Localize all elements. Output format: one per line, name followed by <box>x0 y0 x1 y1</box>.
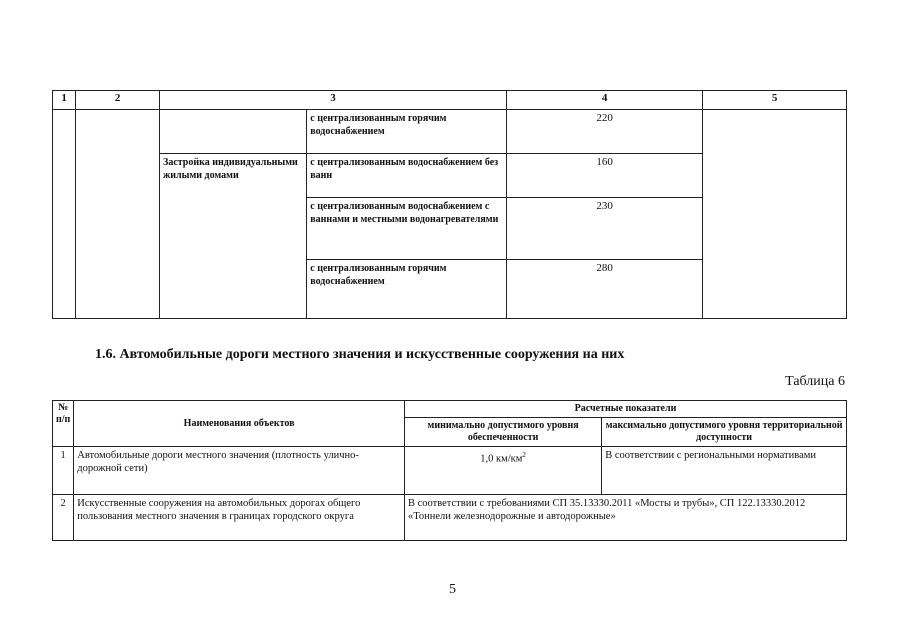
table2-row-number: 1 <box>53 447 74 495</box>
table2-row-requirement: В соответствии с требованиями СП 35.13330.2011 «Мосты и трубы», СП 122.13330.2012 «Тоннели железнодорожные и автодорожные» <box>404 495 846 541</box>
table1-col2-cell <box>76 110 160 319</box>
table1-row-value: 230 <box>507 198 703 260</box>
table2-row-number: 2 <box>53 495 74 541</box>
table2-row-max-value: В соответствии с региональными нормативами <box>602 447 847 495</box>
table1-header-col-4: 4 <box>507 91 703 110</box>
table1-header-col-1: 1 <box>53 91 76 110</box>
table2-row-name: Искусственные сооружения на автомобильных дорогах общего пользования местного значения в границах городского округа <box>74 495 405 541</box>
table2-row-min-value-sup: 2 <box>522 451 526 459</box>
table2-row-min-value <box>404 447 601 495</box>
table1-col1-cell <box>53 110 76 319</box>
table1-row-label: с централизованным горячим водоснабжением <box>307 260 507 319</box>
table1-header-row <box>53 91 847 110</box>
table1-group-label: Застройка индивидуальными жилыми домами <box>160 154 307 319</box>
table1-row-label: с централизованным водоснабжением без ванн <box>307 154 507 198</box>
table2-header-number: № п/п <box>53 401 74 447</box>
table1-row-label: с централизованным горячим водоснабжением <box>307 110 507 154</box>
table2-header-name: Наименования объектов <box>74 401 405 447</box>
table1-header-col-3: 3 <box>160 91 507 110</box>
water-consumption-table <box>52 90 847 319</box>
table2-header-min: минимально допустимого уровня обеспеченности <box>404 418 601 447</box>
table2-header-group: Расчетные показатели <box>404 401 846 418</box>
page-number: 5 <box>449 582 456 597</box>
table2-header-max: максимально допустимого уровня территориальной доступности <box>602 418 847 447</box>
table2-row-name: Автомобильные дороги местного значения (плотность улично-дорожной сети) <box>74 447 405 495</box>
table1-header-col-5: 5 <box>703 91 847 110</box>
table1-empty-cell <box>160 110 307 154</box>
table-caption: Таблица 6 <box>785 374 845 389</box>
table2-row-min-value-text: 1,0 км/км <box>480 453 523 465</box>
table2-header-row <box>53 401 847 418</box>
table-row <box>53 495 847 541</box>
roads-indicators-table <box>52 400 847 541</box>
table1-row-value: 160 <box>507 154 703 198</box>
table-row <box>53 110 847 154</box>
table1-row-value: 220 <box>507 110 703 154</box>
table1-col5-cell <box>703 110 847 319</box>
table-row <box>53 447 847 495</box>
section-heading: 1.6. Автомобильные дороги местного значения и искусственные сооружения на них <box>95 347 625 362</box>
table1-row-label: с централизованным водоснабжением с ваннами и местными водонагревателями <box>307 198 507 260</box>
table1-header-col-2: 2 <box>76 91 160 110</box>
table1-row-value: 280 <box>507 260 703 319</box>
